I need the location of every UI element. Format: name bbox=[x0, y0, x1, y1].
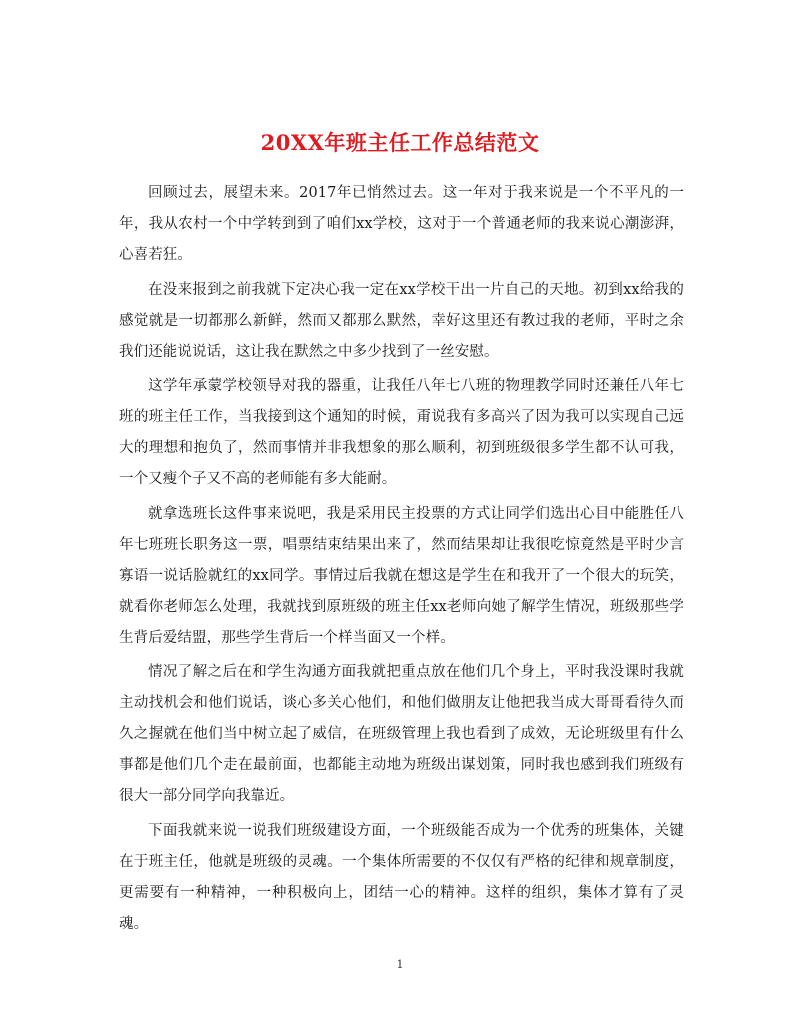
paragraph-1: 回顾过去，展望未来。2017年已悄然过去。这一年对于我来说是一个不平凡的一年，我从农村一个中学转到到了咱们xx学校，这对于一个普通老师的我来说心潮澎湃，心喜若狂。 bbox=[119, 185, 684, 263]
paragraph-5: 情况了解之后在和学生沟通方面我就把重点放在他们几个身上，平时我没课时我就主动找机会和他们说话，谈心多关心他们，和他们做朋友让他把我当成大哥哥看待久而久之握就在他们当中树立起了威信，在班级管理上我也看到了成效，无论班级里有什么事都是他们几个走在最前面，也都能主动地为班级出谋划策，同时我也感到我们班级有很大一部分同学向我靠近。 bbox=[119, 664, 684, 804]
paragraph-2: 在没来报到之前我就下定决心我一定在xx学校干出一片自己的天地。初到xx给我的感觉就是一切都那么新鲜，然而又都那么默然，幸好这里还有教过我的老师，平时之余我们还能说说话，这让我在默然之中多少找到了一丝安慰。 bbox=[119, 281, 684, 360]
paragraph-3: 这学年承蒙学校领导对我的器重，让我任八年七八班的物理教学同时还兼任八年七班的班主任工作，当我接到这个通知的时候，甭说我有多高兴了因为我可以实现自己远大的理想和抱负了，然而事情并非我想象的那么顺利，初到班级很多学生都不认可我，一个又瘦个子又不高的老师能有多大能耐。 bbox=[119, 378, 684, 487]
paragraph-6: 下面我就来说一说我们班级建设方面，一个班级能否成为一个优秀的班集体，关键在于班主任，他就是班级的灵魂。一个集体所需要的不仅仅有严格的纪律和规章制度，更需要有一种精神，一种积极向上，团结一心的精神。这样的组织，集体才算有了灵魂。 bbox=[119, 822, 684, 932]
document-body bbox=[119, 178, 684, 943]
page-number: 1 bbox=[396, 958, 404, 971]
paragraph-4: 就拿选班长这件事来说吧，我是采用民主投票的方式让同学们选出心目中能胜任八年七班班长职务这一票，唱票结束结果出来了，然而结果却让我很吃惊竟然是平时少言寡语一说话脸就红的xx同学。事情过后我就在想这是学生在和我开了一个很大的玩笑，就看你老师怎么处理，我就找到原班级的班主任xx老师向她了解学生情况，班级那些学生背后爱结盟，那些学生背后一个样当面又一个样。 bbox=[119, 505, 684, 646]
document-title: 20XX年班主任工作总结范文 bbox=[260, 130, 540, 156]
